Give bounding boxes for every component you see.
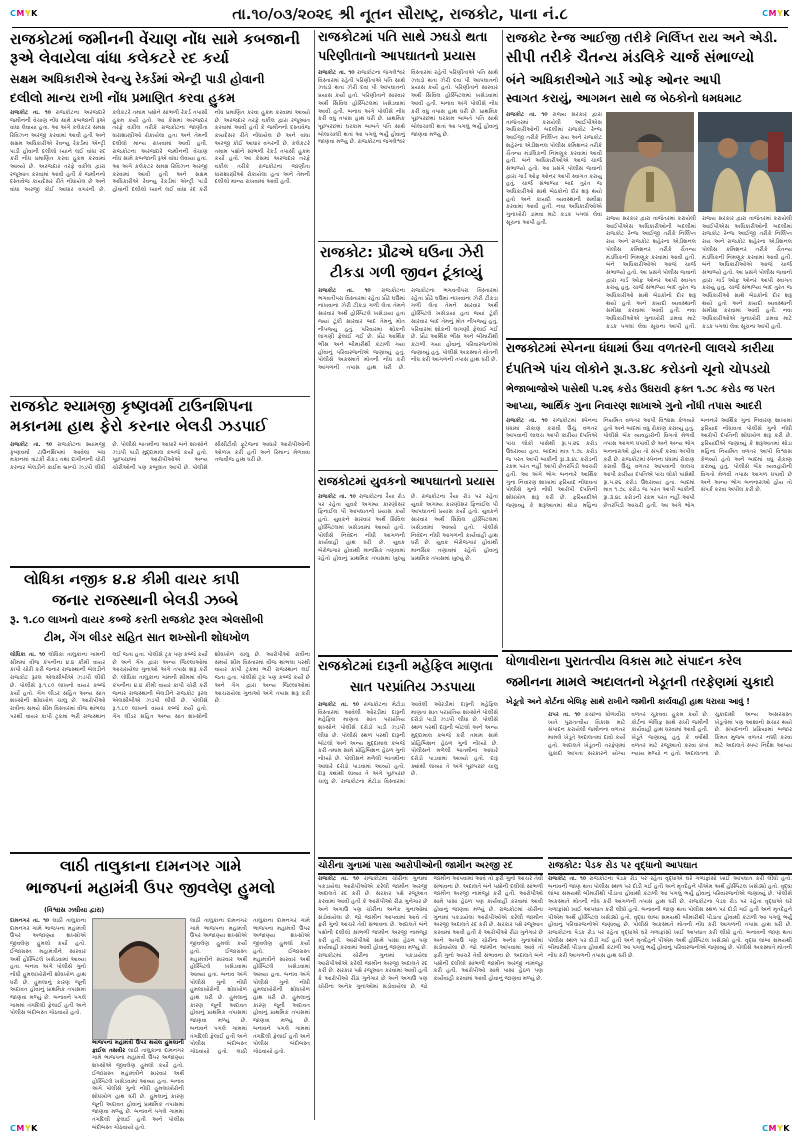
column-rule [502, 30, 503, 648]
headline: લાઠી તાલુકાના દામનગર ગામે [60, 857, 242, 875]
photo-caption [92, 1040, 184, 1131]
divider [318, 470, 498, 471]
article-text: રાજકોટના જંગલેશ્વર વિસ્તારમાં રહેતી પરિણીતાએ પતિ સાથે ઝઘડો થતા ઝેરી દવા પી આપઘાતનો પ્રયાસ કર્યો હતો. પરિણીતાને સારવાર અર્થે સિવિલ હોસ્પિટલમાં ખસેડવામાં આવી હતી. બનાવ અંગે પોલીસે નોંધ કરી વધુ તપાસ હાથ ધરી છે. પ્રાથમિક પૂછપરછમાં ઘરકામ બાબતે પતિ સાથે બોલાચાલી થતાં આ પગલું ભર્યું હોવાનું જાણવા મળ્યું છે. [357, 70, 498, 146]
divider [318, 655, 498, 657]
divider [318, 241, 498, 242]
photo-bjp-leader [92, 918, 186, 1040]
article-body [10, 652, 310, 848]
subheadline: સક્ષમ અધિકારીએ રેવન્યુ રેકર્ડમાં એન્ટ્રી પાડી હોવાની [10, 72, 265, 86]
article-body [318, 702, 498, 852]
subheadline: સ્વાગત કરાયું, આગમન સાથે જ બેઠકોનો ધમધમાટ [506, 91, 742, 105]
subheadline: ભેજાબાજોએ પાસેથી ૫.૨૬ કરોડ ઉઘરાવી ફક્ત ૧.૭૮ કરોડ જ પરત [506, 384, 775, 395]
article-body [10, 918, 86, 1118]
photo-addl-cp [698, 112, 792, 212]
article-body [606, 216, 792, 334]
photo-ig-chargeover [606, 112, 694, 212]
article-text: રાજ્ય સરકાર દ્વારા તાજેતરમાં કરાયેલી આઈપીએસ અધિકારીઓની બદલીમાં રાજકોટ રેન્જ આઈજી તરીકે નિર્લિપ્ત રાય અને રાજકોટ શહેરના એડીશનલ પોલીસ કમિશનર તરીકે ચૈતન્ય મંડલિકની નિમણૂક કરવામાં આવી હતી. બંને અધિકારીઓએ આજે ચાર્જ સંભાળ્યો હતો. આ પ્રસંગે પોલીસ જવાનો દ્વારા ગાર્ડ ઓફ ઓનર આપી સ્વાગત કરાયું હતું. ચાર્જ સંભાળ્યા બાદ તુરંત જ અધિકારીઓ સાથે બેઠકોનો દોર શરૂ થયો હતો અને કાયદો વ્યવસ્થાની સમીક્ષા કરવામાં આવી હતી. નવા અધિકારીઓએ ગુનાખોરી ડામવા માટે કડક પગલાં લેવા સૂચના આપી હતી. [506, 112, 602, 226]
headline: રાજકોટ: પેડક રોડ પર વૃદ્ધાનો આપઘાત [548, 857, 792, 875]
dateline: રાજકોટ તા. ૧૦ [318, 876, 360, 882]
article-text: રાજકોટના અરજદારે જમીનની વેચાણ નોંધ સામે કબજાની રૂએ વાંધા લેવાયા હતા. આ અંગે કલેકટર સમક્ષ રિવિઝન અરજી કરવામાં આવી હતી અને સક્ષમ અધિકારીએ રેવન્યુ રેકર્ડમાં એન્ટ્રી પાડી હોવાની દલીલો ધ્યાને લઈ વાંધા રદ કરી નોંધ પ્રમાણિત કરવા હુકમ કરવામાં આવ્યો છે. અરજદાર તરફે વકીલ દ્વારા રજૂઆત કરવામાં આવી હતી કે જમીનનો દસ્તાવેજ કાયદેસર રીતે નોંધાયેલ છે અને વાંધા અરજી કોઈ આધાર વગરની છે. કલેકટરે તમામ પક્ષોને સાંભળી રેકર્ડ તપાસી હુકમ કર્યો હતો. આ કેસમાં અરજદાર તરફે વકીલ તરીકે રાજકોટના જાણીતા ધારાશાસ્ત્રીઓ રોકાયેલા હતા અને તેમની દલીલો માન્ય રાખવામાં આવી હતી. [10, 110, 208, 194]
article-body [190, 918, 310, 1118]
article-body [10, 442, 310, 563]
article-text: રાજકોટમાં સ્પેનના ધંધામાં રોકાણ કરાવી ઉંચું વળતર આપવાની લાલચ આપી કારીયા દંપતિએ પાંચ લોકો પાસેથી રૂા.૫.૨૬ કરોડ ઉઘરાવ્યા હતા. બાદમાં માત્ર ૧.૭૮ કરોડ જ પરત આપી બાકીની રૂા.૩.૪૮ કરોડની રકમ પરત નહીં આપી છેતરપિંડી આચરી હતી. આ અંગે ભોગ બનનારે આર્થિક ગુના નિવારણ શાખામાં ફરિયાદ નોંધાવતા પોલીસે ગુનો નોંધી આરોપી દંપતિની શોધખોળ શરૂ કરી છે. ફરિયાદીએ જણાવ્યું કે શરૂઆતમાં થોડા મહિના નિયમિત વળતર આપી વિશ્વાસ કેળવ્યો હતો અને બાદમાં વધુ રોકાણ કરાવ્યું હતું. પોલીસે બેંક વ્યવહારોની વિગતો મેળવી તપાસ આગળ ધપાવી છે અને અન્ય ભોગ બનનારાઓ હોય તો સંપર્ક કરવા અપીલ કરી છે. [506, 418, 695, 509]
article-text: રાજકોટના ભગવતીપરા વિસ્તારમાં રહેતા પ્રૌઢે ઘઉમાં નાખવાના ઝેરી ટીકડા ગળી લેતા તેમને સારવાર અર્થે હોસ્પિટલે ખસેડાયા હતા જ્યાં ટૂંકી સારવાર બાદ તેમનું મોત નીપજ્યું હતું. પરિવારમાં શોકની લાગણી ફેલાઈ ગઈ છે. પ્રૌઢ આર્થિક ભીંસ અને બીમારીથી કંટાળી ગયા હોવાનું પરિવારજનોએ જણાવ્યું હતું. પોલીસે અકસ્માતે મોતની નોંધ કરી આગળની તપાસ હાથ ધરી છે. [318, 288, 405, 372]
masthead-rule [12, 27, 788, 28]
headline: ભાજપનાં મહામંત્રી ઉપર જીવલેણ હુમલો [26, 879, 276, 897]
headline: ચોરીના ગુનામાં પાસા આરોપીઓની જામીન અરજી રદ [318, 857, 543, 875]
dateline: રાજકોટ તા. ૧૦ [506, 418, 548, 424]
cmyk-mark-right: CMYK [762, 9, 790, 18]
headline: ટીકડા ગળી જીવન ટૂંકાવ્યું [330, 265, 483, 281]
article-body [548, 876, 792, 1120]
cmyk-mark-left: CMYK [10, 9, 38, 18]
article-body [318, 70, 498, 240]
byline: (વિશ્વાસ ઝઘીયા દ્વારા) [44, 906, 105, 914]
headline: રાજકોટ: પ્રૌઢએ ઘઉના ઝેરી [320, 245, 484, 261]
article-text: રાજકોટના રૈયા રોડ પર રહેતા યુવકે અગમ્ય કારણોસર ફિનાઈલ પી આપઘાતનો પ્રયાસ કર્યો હતો. યુવકને સારવાર અર્થે સિવિલ હોસ્પિટલમાં ખસેડવામાં આવ્યો હતો. પોલીસે નિવેદન નોંધી આગળની કાર્યવાહી હાથ ધરી છે. યુવક બેરોજગાર હોવાથી માનસિક તણાવમાં રહેતો હોવાનું પ્રાથમિક તપાસમાં ખુલ્યું છે. [318, 494, 418, 562]
article-text: રાજકોટના રૈયા રોડ પર રહેતા યુવકે અગમ્ય કારણોસર ફિનાઈલ પી આપઘાતનો પ્રયાસ કર્યો હતો. યુવકને સારવાર અર્થે સિવિલ હોસ્પિટલમાં ખસેડવામાં આવ્યો હતો. પોલીસે નિવેદન નોંધી આગળની કાર્યવાહી હાથ ધરી છે. યુવક બેરોજગાર હોવાથી માનસિક તણાવમાં રહેતો હોવાનું પ્રાથમિક તપાસમાં ખુલ્યું છે. [411, 494, 499, 562]
article-text: લાઠી તાલુકાના દામનગર ગામે ભાજપના મહામંત્રી ઉપર અજાણ્યા શખ્સોએ જીવલેણ હુમલો કર્યો હતો. ઈજાગ્રસ્ત મહામંત્રીને સારવાર અર્થે હોસ્પિટલે ખસેડવામાં આવ્યા હતા. બનાવ અંગે પોલીસે ગુનો નોંધી હુમલાખોરોની શોધખોળ હાથ ધરી છે. હુમલાનું કારણ જૂની અદાવત હોવાનું પ્રાથમિક તપાસમાં જાણવા મળ્યું છે. બનાવને પગલે ગામમાં તંગદિલી ફેલાઈ હતી અને પોલીસ બંદોબસ્ત ગોઠવાયો હતો. [10, 918, 87, 1017]
article-text: રાજકોટમાં ચોરીના ગુનામાં પકડાયેલા આરોપીઓએ કરેલી જામીન અરજી અદાલતે રદ કરી છે. સરકાર પક્ષે રજૂઆત કરવામાં આવી હતી કે આરોપીઓ રીઢા ગુનેગાર છે અને અગાઉ પણ ચોરીના અનેક ગુનાઓમાં સંડોવાયેલા છે. જો જામીન આપવામાં આવે તો ફરી ગુનો આચરે તેવી સંભાવના છે. અદાલતે બંને પક્ષોની દલીલો સાંભળી જામીન અરજી નામંજૂર કરી હતી. આરોપીઓ સામે પાસા હેઠળ પણ કાર્યવાહી કરવામાં આવી હોવાનું જાણવા મળ્યું છે. [433, 906, 543, 983]
article-text: રાજકોટના પેડક રોડ પર રહેતા વૃદ્ધાએ ઘરે ગળાફાંસો ખાઈ આપઘાત કરી લીધો હતો. બનાવની જાણ થતા પોલીસ સ્થળ પર દોડી ગઈ હતી અને મૃતદેહને પીએમ અર્થે હોસ્પિટલ ખસેડ્યો હતો. વૃદ્ધા લાંબા સમયથી બીમારીથી પીડાતા હોવાથી કંટાળી આ પગલું ભર્યું હોવાનું પરિવારજનોએ જણાવ્યું છે. પોલીસે અકસ્માતે મોતની નોંધ કરી આગળની તપાસ હાથ ધરી છે. [548, 899, 792, 929]
column-rule [314, 30, 315, 1120]
article-body [10, 110, 310, 393]
dateline: દામનગર તા. ૧૦ [10, 918, 50, 924]
subheadline: બંને અધિકારીઓને ગાર્ડ ઓફ ઓનર આપી [506, 72, 721, 87]
headline: રાજકોટમાં યુવકનો આપઘાતનો પ્રયાસ [318, 474, 495, 488]
divider [506, 338, 792, 340]
article-body [318, 288, 498, 468]
article-text: રાજ્ય સરકાર દ્વારા તાજેતરમાં કરાયેલી આઈપીએસ અધિકારીઓની બદલીમાં રાજકોટ રેન્જ આઈજી તરીકે નિર્લિપ્ત રાય અને રાજકોટ શહેરના એડીશનલ પોલીસ કમિશનર તરીકે ચૈતન્ય મંડલિકની નિમણૂક કરવામાં આવી હતી. બંને અધિકારીઓએ આજે ચાર્જ સંભાળ્યો હતો. આ પ્રસંગે પોલીસ જવાનો દ્વારા ગાર્ડ ઓફ ઓનર આપી સ્વાગત કરાયું હતું. ચાર્જ સંભાળ્યા બાદ તુરંત જ અધિકારીઓ સાથે બેઠકોનો દોર શરૂ થયો હતો અને કાયદો વ્યવસ્થાની સમીક્ષા કરવામાં આવી હતી. નવા અધિકારીઓએ ગુનાખોરી ડામવા માટે કડક પગલાં લેવા સૂચના આપી હતી. [702, 216, 792, 330]
headline: મકાનમા હાથ ફેરો કરનાર બેલડી ઝડપાઈ [10, 417, 268, 435]
article-text: રાજકોટના ભગવતીપરા વિસ્તારમાં રહેતા પ્રૌઢે ઘઉમાં નાખવાના ઝેરી ટીકડા ગળી લેતા તેમને સારવાર અર્થે હોસ્પિટલે ખસેડાયા હતા જ્યાં ટૂંકી સારવાર બાદ તેમનું મોત નીપજ્યું હતું. પરિવારમાં શોકની લાગણી ફેલાઈ ગઈ છે. પ્રૌઢ આર્થિક ભીંસ અને બીમારીથી કંટાળી ગયા હોવાનું પરિવારજનોએ જણાવ્યું હતું. પોલીસે અકસ્માતે મોતની નોંધ કરી આગળની તપાસ હાથ ધરી છે. [411, 288, 498, 364]
headline: જનાર રાજસ્થાની બેલડી ઝબ્બે [52, 591, 239, 609]
dateline: રાજકોટ તા. ૧૦ [318, 70, 355, 76]
article-text: રાજકોટના મેટોડા વિસ્તારમાં આવેલી ઓરડીમાં દારૂની મહેફિલ માણતા સાત પરપ્રાંતિય શખ્સોને પોલીસે દરોડો પાડી ઝડપી લીધા છે. પોલીસે સ્થળ પરથી દારૂની બોટલો અને અન્ય મુદ્દામાલ કબજે કરી તમામ સામે પ્રોહિબિશન હેઠળ ગુનો નોંધ્યો છે. પોલીસને મળેલી બાતમીના આધારે દરોડો પાડવામાં આવ્યો હતો. દારૂ ક્યાંથી લાવ્યા તે અંગે પૂછપરછ ચાલુ છે. [340, 702, 498, 786]
article-text: રાજકોટમાં ચોરીના ગુનામાં પકડાયેલા આરોપીઓએ કરેલી જામીન અરજી અદાલતે રદ કરી છે. સરકાર પક્ષે રજૂઆત કરવામાં આવી હતી કે આરોપીઓ રીઢા ગુનેગાર છે અને અગાઉ પણ ચોરીના અનેક ગુનાઓમાં સંડોવાયેલા છે. જો જામીન આપવામાં આવે તો ફરી ગુનો આચરે તેવી સંભાવના છે. અદાલતે બંને પક્ષોની દલીલો સાંભળી જામીન અરજી નામંજૂર કરી હતી. આરોપીઓ સામે પાસા હેઠળ પણ કાર્યવાહી કરવામાં આવી હોવાનું જાણવા મળ્યું છે. [318, 876, 428, 952]
dateline: રાજકોટ તા. ૧૦ [318, 288, 371, 294]
article-text: લાઠી તાલુકાના દામનગર ગામે ભાજપના મહામંત્રી ઉપર અજાણ્યા શખ્સોએ જીવલેણ હુમલો કર્યો હતો. ઈજાગ્રસ્ત મહામંત્રીને સારવાર અર્થે હોસ્પિટલે ખસેડવામાં આવ્યા હતા. બનાવ અંગે પોલીસે ગુનો નોંધી હુમલાખોરોની શોધખોળ હાથ ધરી છે. હુમલાનું કારણ જૂની અદાવત હોવાનું પ્રાથમિક તપાસમાં જાણવા મળ્યું છે. બનાવને પગલે ગામમાં તંગદિલી ફેલાઈ હતી અને પોલીસ બંદોબસ્ત ગોઠવાયો હતો. [92, 1047, 184, 1131]
headline: રાજકોટ શ્યામજી કૃષ્ણવર્મા ટાઉનશિપના [10, 397, 253, 415]
headline: જમીનના મામલે અદાલતનો ખેડૂતની તરફેણમાં ચુકાદો [506, 674, 775, 689]
dateline: રાજકોટ તા. ૧૦ [318, 494, 356, 500]
caption-text: ભાજપનાં મહામંત્રી ઉપર થયેલ હુમલાની ફાઈલ તસવીર [92, 1040, 184, 1054]
dateline: રાજકોટ તા. ૧૦ [10, 110, 51, 116]
dateline: રાજકોટ તા. ૧૦ [10, 442, 53, 448]
headline: રાજકોટમાં દારૂની મહેફિલ માણતા [318, 659, 493, 674]
dateline: લોધિકા તા. ૧૦ [10, 652, 46, 658]
article-text: રાજ્ય સરકાર દ્વારા તાજેતરમાં કરાયેલી આઈપીએસ અધિકારીઓની બદલીમાં રાજકોટ રેન્જ આઈજી તરીકે નિર્લિપ્ત રાય અને રાજકોટ શહેરના એડીશનલ પોલીસ કમિશનર તરીકે ચૈતન્ય મંડલિકની નિમણૂક કરવામાં આવી હતી. બંને અધિકારીઓએ આજે ચાર્જ સંભાળ્યો હતો. આ પ્રસંગે પોલીસ જવાનો દ્વારા ગાર્ડ ઓફ ઓનર આપી સ્વાગત કરાયું હતું. ચાર્જ સંભાળ્યા બાદ તુરંત જ અધિકારીઓ સાથે બેઠકોનો દોર શરૂ થયો હતો અને કાયદો વ્યવસ્થાની સમીક્ષા કરવામાં આવી હતી. નવા અધિકારીઓએ ગુનાખોરી ડામવા માટે કડક પગલાં લેવા સૂચના આપી હતી. [606, 216, 696, 330]
subheadline: ખેડૂતો અને કોર્ટના બેલિફ સાથે રાખીને જમીની કાર્યવાહી હાથ ધરાયા આવું ! [506, 697, 750, 706]
article-body [506, 418, 792, 646]
subheadline: આપ્યા, આર્થિક ગુના નિવારણ શાખાએ ગુનો નોંધી તપાસ આદરી [506, 401, 762, 412]
article-text: રાજકોટમાં સ્પેનના ધંધામાં રોકાણ કરાવી ઉંચું વળતર આપવાની લાલચ આપી કારીયા દંપતિએ પાંચ લોકો પાસેથી રૂા.૫.૨૬ કરોડ ઉઘરાવ્યા હતા. બાદમાં માત્ર ૧.૭૮ કરોડ જ પરત આપી બાકીની રૂા.૩.૪૮ કરોડની રકમ પરત નહીં આપી છેતરપિંડી આચરી હતી. આ અંગે ભોગ બનનારે આર્થિક ગુના નિવારણ શાખામાં ફરિયાદ નોંધાવતા પોલીસે ગુનો નોંધી આરોપી દંપતિની શોધખોળ શરૂ કરી છે. ફરિયાદીએ જણાવ્યું કે શરૂઆતમાં થોડા મહિના નિયમિત વળતર આપી વિશ્વાસ કેળવ્યો હતો અને બાદમાં વધુ રોકાણ કરાવ્યું હતું. પોલીસે બેંક વ્યવહારોની વિગતો મેળવી તપાસ આગળ ધપાવી છે અને અન્ય ભોગ બનનારાઓ હોય તો સંપર્ક કરવા અપીલ કરી છે. [603, 418, 792, 509]
article-text: કચ્છના ધોળાવીરા ખાતે પુરાતત્વીય વિકાસ માટે સંપાદન કરાયેલી જમીનના વળતર મામલે ખેડૂતે અદાલતમાં દાવો કર્યો હતો. અદાલતે ખેડૂતની તરફેણમાં ચુકાદો આપતા સરકારને યોગ્ય વળતર ચૂકવવા હુકમ કર્યો છે. કોર્ટના બેલિફ સાથે રાખી જમીની કાર્યવાહી હાથ ધરવામાં આવી હતી. ખેડૂતે જણાવ્યું હતું કે વર્ષોથી વળતર માટે રજૂઆતો કરવા છતાં ન્યાય મળ્યો ન હતો. અદાલતના ચુકાદાથી અન્ય અસરગ્રસ્ત ખેડૂતોમાં પણ આશાનો સંચાર થયો છે. સંપાદનની પ્રક્રિયામાં બજાર કિંમત મુજબ વળતર નક્કી કરવા માટે અદાલતે સ્પષ્ટ નિર્દેશ આપ્યા છે. [548, 712, 792, 757]
article-text: રાજકોટના અરજદારે જમીનની વેચાણ નોંધ સામે કબજાની રૂએ વાંધા લેવાયા હતા. આ અંગે કલેકટર સમક્ષ રિવિઝન અરજી કરવામાં આવી હતી અને સક્ષમ અધિકારીએ રેવન્યુ રેકર્ડમાં એન્ટ્રી પાડી હોવાની દલીલો ધ્યાને લઈ વાંધા રદ કરી નોંધ પ્રમાણિત કરવા હુકમ કરવામાં આવ્યો છે. અરજદાર તરફે વકીલ દ્વારા રજૂઆત કરવામાં આવી હતી કે જમીનનો દસ્તાવેજ કાયદેસર રીતે નોંધાયેલ છે અને વાંધા અરજી કોઈ આધાર વગરની છે. કલેકટરે તમામ પક્ષોને સાંભળી રેકર્ડ તપાસી હુકમ કર્યો હતો. આ કેસમાં અરજદાર તરફે વકીલ તરીકે રાજકોટના જાણીતા ધારાશાસ્ત્રીઓ રોકાયેલા હતા અને તેમની દલીલો માન્ય રાખવામાં આવી હતી. [112, 110, 310, 194]
dateline: રાજકોટ તા. ૧૦ [548, 876, 587, 882]
dateline: રાપર તા. ૧૦ [548, 712, 581, 718]
headline: રાજકોટમાં પતિ સાથે ઝઘડો થતા [318, 30, 488, 45]
portrait-image [93, 919, 185, 1039]
article-text: લાઠી તાલુકાના દામનગર ગામે ભાજપના મહામંત્રી ઉપર અજાણ્યા શખ્સોએ જીવલેણ હુમલો કર્યો હતો. ઈજાગ્રસ્ત મહામંત્રીને સારવાર અર્થે હોસ્પિટલે ખસેડવામાં આવ્યા હતા. બનાવ અંગે પોલીસે ગુનો નોંધી હુમલાખોરોની શોધખોળ હાથ ધરી છે. હુમલાનું કારણ જૂની અદાવત હોવાનું પ્રાથમિક તપાસમાં જાણવા મળ્યું છે. બનાવને પગલે ગામમાં તંગદિલી ફેલાઈ હતી અને પોલીસ બંદોબસ્ત ગોઠવાયો હતો. [190, 918, 247, 1055]
article-text: લાઠી તાલુકાના દામનગર ગામે ભાજપના મહામંત્રી ઉપર અજાણ્યા શખ્સોએ જીવલેણ હુમલો કર્યો હતો. ઈજાગ્રસ્ત મહામંત્રીને સારવાર અર્થે હોસ્પિટલે ખસેડવામાં આવ્યા હતા. બનાવ અંગે પોલીસે ગુનો નોંધી હુમલાખોરોની શોધખોળ હાથ ધરી છે. હુમલાનું કારણ જૂની અદાવત હોવાનું પ્રાથમિક તપાસમાં જાણવા મળ્યું છે. બનાવને પગલે ગામમાં તંગદિલી ફેલાઈ હતી અને પોલીસ બંદોબસ્ત ગોઠવાયો હતો. [236, 918, 310, 1055]
divider [10, 566, 310, 568]
article-body [548, 712, 792, 852]
headline: રૂએ લેવાયેલા વાંધા કલેકટરે રદ કર્યા [10, 49, 229, 67]
subheadline: દલીલો માન્ય રાખી નોંધ પ્રમાણિત કરવા હુકમ [10, 90, 236, 105]
headline: દંપતિએ પાંચ લોકોને રૂા.૩.૪૮ કરોડનો ચૂનો ચોપડયો [506, 361, 771, 376]
officer-photo [606, 112, 694, 212]
headline: લોધિકા નજીક ૪.૪ કીમી વાયર કાપી [24, 572, 240, 588]
article-text: રાજકોટના શ્યામજી કૃષ્ણવર્મા ટાઉનશિપમાં આવેલા બંધ મકાનમાં ત્રાટકી રોકડ તથા દાગીનાની ચોરી કરનાર બેલડીને ક્રાઈમ બ્રાન્ચે ઝડપી લીધી છે. પોલીસે બાતમીના આધારે બંને શખ્સોને ઝડપી પાડી મુદ્દામાલ કબજે કર્યો હતો. પૂછપરછમાં આરોપીઓએ અન્ય ચોરીઓની પણ કબૂલાત આપી છે. પોલીસે સીસીટીવી ફૂટેજના આધારે આરોપીઓની ઓળખ કરી હતી અને રિમાન્ડ મેળવવા તજવીજ હાથ ધરી છે. [10, 442, 310, 472]
headline: સાત પરપ્રાંતિય ઝડપાયા [350, 680, 476, 695]
article-text: રાજકોટમાં ચોરીના ગુનામાં પકડાયેલા આરોપીઓએ કરેલી જામીન અરજી અદાલતે રદ કરી છે. સરકાર પક્ષે રજૂઆત કરવામાં આવી હતી કે આરોપીઓ રીઢા ગુનેગાર છે અને અગાઉ પણ ચોરીના અનેક ગુનાઓમાં સંડોવાયેલા છે. જો જામીન આપવામાં આવે તો ફરી ગુનો આચરે તેવી સંભાવના છે. અદાલતે બંને પક્ષોની દલીલો સાંભળી જામીન અરજી નામંજૂર કરી હતી. આરોપીઓ સામે પાસા હેઠળ પણ કાર્યવાહી કરવામાં આવી હોવાનું જાણવા મળ્યું છે. [318, 876, 543, 990]
article-text: રાજકોટના પેડક રોડ પર રહેતા વૃદ્ધાએ ઘરે ગળાફાંસો ખાઈ આપઘાત કરી લીધો હતો. બનાવની જાણ થતા પોલીસ સ્થળ પર દોડી ગઈ હતી અને મૃતદેહને પીએમ અર્થે હોસ્પિટલ ખસેડ્યો હતો. વૃદ્ધા લાંબા સમયથી બીમારીથી પીડાતા હોવાથી કંટાળી આ પગલું ભર્યું હોવાનું પરિવારજનોએ જણાવ્યું છે. પોલીસે અકસ્માતે મોતની નોંધ કરી આગળની તપાસ હાથ ધરી છે. [548, 929, 792, 960]
article-text: રાજકોટના જંગલેશ્વર વિસ્તારમાં રહેતી પરિણીતાએ પતિ સાથે ઝઘડો થતા ઝેરી દવા પી આપઘાતનો પ્રયાસ કર્યો હતો. પરિણીતાને સારવાર અર્થે સિવિલ હોસ્પિટલમાં ખસેડવામાં આવી હતી. બનાવ અંગે પોલીસે નોંધ કરી વધુ તપાસ હાથ ધરી છે. પ્રાથમિક પૂછપરછમાં ઘરકામ બાબતે પતિ સાથે બોલાચાલી થતાં આ પગલું ભર્યું હોવાનું જાણવા મળ્યું છે. [318, 70, 405, 146]
divider [502, 650, 792, 652]
headline: પરિણીતાનો આપઘાતનો પ્રયાસ [318, 49, 476, 64]
headline: ધોળાવીરાના પુરાતત્વીય વિકાસ માટે સંપાદન કરેલ [506, 654, 742, 668]
article-text: રાજકોટના પેડક રોડ પર રહેતા વૃદ્ધાએ ઘરે ગળાફાંસો ખાઈ આપઘાત કરી લીધો હતો. બનાવની જાણ થતા પોલીસ સ્થળ પર દોડી ગઈ હતી અને મૃતદેહને પીએમ અર્થે હોસ્પિટલ ખસેડ્યો હતો. વૃદ્ધા લાંબા સમયથી બીમારીથી પીડાતા હોવાથી કંટાળી આ પગલું ભર્યું હોવાનું પરિવારજનોએ જણાવ્યું છે. પોલીસે અકસ્માતે મોતની નોંધ કરી આગળની તપાસ હાથ ધરી છે. [548, 876, 792, 906]
cmyk-mark-bottom-right: CMYK [762, 1124, 790, 1133]
divider [10, 852, 310, 854]
headline: રાજકોટમાં સ્પેનના ધંધામાં ઉંચા વળતરની લાલચે કારીયા [506, 341, 775, 355]
page-masthead: તા.૧૦/૦૩/૨૦૨૬ શ્રી નૂતન સૌરાષ્ટ્ર, રાજકોટ, પાના નં.૮ [232, 5, 568, 23]
dateline: રાજકોટ તા. ૧૦ [506, 112, 548, 118]
headline: રાજકોટમાં જમીનની વેંચાણ નોંધ સામે કબજાની [10, 30, 300, 48]
headline: રાજકોટ રેન્જ આઈજી તરીકે નિર્લિપ્ત રાય અને એડી. [506, 30, 778, 45]
article-body [318, 876, 543, 1120]
article-text: લોધિકા તાલુકાના ગામની સીમમાં વીજ કંપનીના ૪.૪ કીમી વાયર કાપી ચોરી કરી જનાર રાજસ્થાની બેલડીને રાજકોટ રૂરલ એલસીબીએ ઝડપી લીધી છે. પોલીસે રૂ.૧.૮૦ લાખનો વાયર કબ્જે કર્યો હતો. ગેંગ લીડર સહિત અન્ય સાત શખ્સોની શોધખોળ ચાલુ છે. આરોપીઓ રાત્રીના સમયે સીમ વિસ્તારમાં વીજ થાંભલા પરથી વાયર કાપી ટ્રકમાં ભરી રાજસ્થાન લઈ જતા હતા. પોલીસે ટ્રક પણ કબ્જે કર્યો છે અને ગેંગ દ્વારા અન્ય જિલ્લાઓમાં આચરાયેલા ગુનાઓ અંગે તપાસ શરૂ કરી છે. [10, 652, 208, 720]
cmyk-mark-bottom-left: CMYK [10, 1124, 38, 1133]
article-text: લોધિકા તાલુકાના ગામની સીમમાં વીજ કંપનીના ૪.૪ કીમી વાયર કાપી ચોરી કરી જનાર રાજસ્થાની બેલડીને રાજકોટ રૂરલ એલસીબીએ ઝડપી લીધી છે. પોલીસે રૂ.૧.૮૦ લાખનો વાયર કબ્જે કર્યો હતો. ગેંગ લીડર સહિત અન્ય સાત શખ્સોની શોધખોળ ચાલુ છે. આરોપીઓ રાત્રીના સમયે સીમ વિસ્તારમાં વીજ થાંભલા પરથી વાયર કાપી ટ્રકમાં ભરી રાજસ્થાન લઈ જતા હતા. પોલીસે ટ્રક પણ કબ્જે કર્યો છે અને ગેંગ દ્વારા અન્ય જિલ્લાઓમાં આચરાયેલા ગુનાઓ અંગે તપાસ શરૂ કરી છે. [112, 652, 310, 720]
officer-photo [698, 112, 792, 212]
subheadline: ટીમ, ગેંગ લીડર સહિત સાત શખ્સોની શોધખોળ [44, 631, 250, 644]
article-body [506, 112, 602, 335]
subheadline: રૂ. ૧.૮૦ લાખનો વાયર કબ્જે કરતી રાજકોટ રૂરલ એલસીબી [10, 614, 264, 626]
article-text: રાજકોટના મેટોડા વિસ્તારમાં આવેલી ઓરડીમાં દારૂની મહેફિલ માણતા સાત પરપ્રાંતિય શખ્સોને પોલીસે દરોડો પાડી ઝડપી લીધા છે. પોલીસે સ્થળ પરથી દારૂની બોટલો અને અન્ય મુદ્દામાલ કબજે કરી તમામ સામે પ્રોહિબિશન હેઠળ ગુનો નોંધ્યો છે. પોલીસને મળેલી બાતમીના આધારે દરોડો પાડવામાં આવ્યો હતો. દારૂ ક્યાંથી લાવ્યા તે અંગે પૂછપરછ ચાલુ છે. [318, 702, 405, 786]
dateline: રાજકોટ તા. ૧૦ [318, 702, 360, 708]
article-body [318, 494, 498, 652]
headline: સીપી તરીકે ચૈતન્ય મંડલિકે ચાર્જ સંભાળ્યો [506, 50, 755, 66]
